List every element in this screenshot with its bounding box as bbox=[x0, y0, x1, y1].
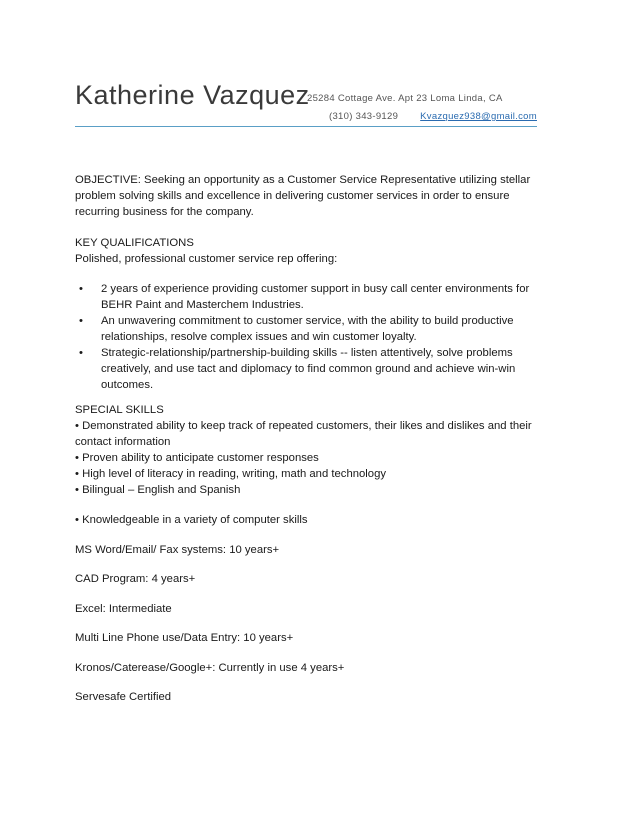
skill-item: • Knowledgeable in a variety of computer skills bbox=[75, 514, 308, 526]
certification: Servesafe Certified bbox=[75, 691, 172, 703]
qualifications-heading: KEY QUALIFICATIONS bbox=[75, 237, 194, 249]
skill-item: • High level of literacy in reading, writing, math and technology bbox=[75, 468, 387, 480]
list-item bbox=[75, 345, 545, 393]
bullet-icon: • bbox=[79, 347, 83, 359]
qualification-text: 2 years of experience providing customer support in busy call center environments for BEHR Paint and Masterchem Industries. bbox=[101, 283, 530, 311]
computer-skill: Kronos/Caterease/Google+: Currently in use 4 years+ bbox=[75, 662, 345, 674]
contact-line bbox=[329, 111, 537, 122]
applicant-name: Katherine Vazquez bbox=[75, 80, 310, 110]
bullet-icon: • bbox=[79, 283, 83, 295]
qualification-text: An unwavering commitment to customer service, with the ability to build productive relationships, resolve complex issues and win customer loyalty. bbox=[101, 315, 514, 343]
list-item bbox=[75, 281, 545, 313]
computer-skill: CAD Program: 4 years+ bbox=[75, 573, 196, 585]
qualifications-intro: Polished, professional customer service rep offering: bbox=[75, 253, 338, 265]
list-item bbox=[75, 313, 545, 345]
qualification-text: Strategic-relationship/partnership-building skills -- listen attentively, solve problems creatively, and use tact and diplomacy to find common ground and achieve win-win outcomes. bbox=[101, 347, 516, 391]
skill-item: • Bilingual – English and Spanish bbox=[75, 484, 241, 496]
skill-item: • Demonstrated ability to keep track of repeated customers, their likes and dislikes and their contact information bbox=[75, 420, 532, 448]
header-divider bbox=[75, 126, 537, 127]
email-link[interactable]: Kvazquez938@gmail.com bbox=[420, 111, 537, 122]
bullet-icon: • bbox=[79, 315, 83, 327]
computer-skill: MS Word/Email/ Fax systems: 10 years+ bbox=[75, 544, 280, 556]
computer-skill: Multi Line Phone use/Data Entry: 10 years+ bbox=[75, 632, 294, 644]
computer-skill: Excel: Intermediate bbox=[75, 603, 172, 615]
qualifications-list bbox=[75, 281, 545, 393]
phone-number: (310) 343-9129 bbox=[329, 111, 399, 122]
address: 25284 Cottage Ave. Apt 23 Loma Linda, CA bbox=[307, 93, 503, 104]
special-skills-heading: SPECIAL SKILLS bbox=[75, 404, 164, 416]
objective-paragraph: OBJECTIVE: Seeking an opportunity as a Customer Service Representative utilizing stellar problem solving skills and excellence in delivering customer services in order to ensure recurring business for the company. bbox=[75, 174, 531, 218]
skill-item: • Proven ability to anticipate customer responses bbox=[75, 452, 319, 464]
